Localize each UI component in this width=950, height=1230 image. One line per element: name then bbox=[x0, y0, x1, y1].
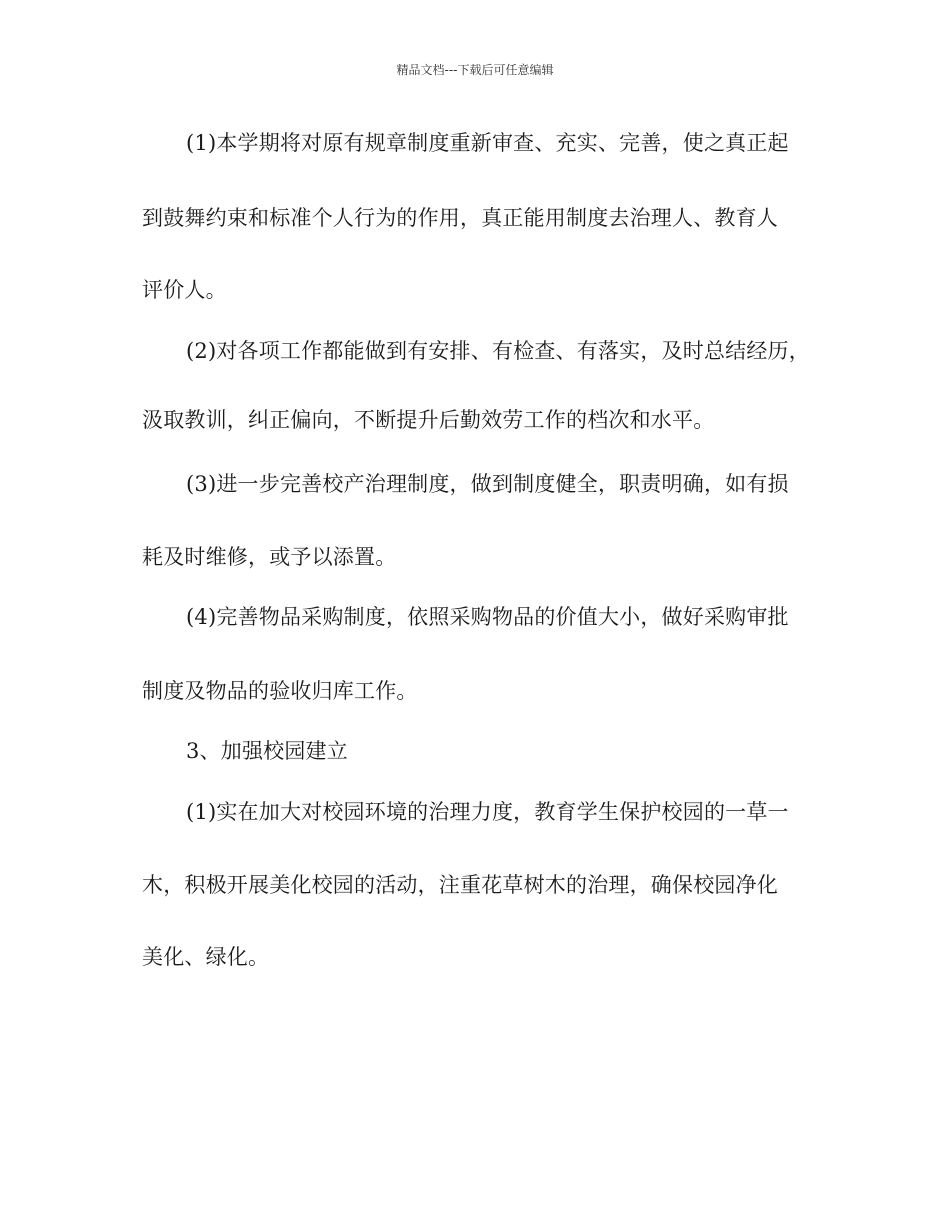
paragraph-1-line-1: (1)本学期将对原有规章制度重新审查、充实、完善，使之真正起 bbox=[186, 131, 789, 155]
paragraph-4-line-1: (4)完善物品采购制度，依照采购物品的价值大小，做好采购审批 bbox=[186, 605, 789, 629]
paragraph-5-line-3: 美化、绿化。 bbox=[142, 945, 270, 969]
paragraph-5-line-2: 木，积极开展美化校园的活动，注重花草树木的治理，确保校园净化 bbox=[142, 873, 778, 897]
paragraph-4-line-2: 制度及物品的验收归库工作。 bbox=[142, 679, 418, 703]
paragraph-2-line-2: 汲取教训，纠正偏向，不断提升后勤效劳工作的档次和水平。 bbox=[142, 408, 715, 432]
paragraph-3-line-2: 耗及时维修，或予以添置。 bbox=[142, 545, 397, 569]
paragraph-5-line-1: (1)实在加大对校园环境的治理力度，教育学生保护校园的一草一 bbox=[186, 800, 789, 824]
page-header: 精品文档---下载后可任意编辑 bbox=[396, 63, 554, 77]
paragraph-2-line-1: (2)对各项工作都能做到有安排、有检查、有落实，及时总结经历， bbox=[186, 339, 810, 363]
paragraph-1-line-2: 到鼓舞约束和标准个人行为的作用，真正能用制度去治理人、教育人 bbox=[142, 206, 778, 230]
section-heading: 3、加强校园建立 bbox=[186, 739, 348, 763]
paragraph-3-line-1: (3)进一步完善校产治理制度，做到制度健全，职责明确，如有损 bbox=[186, 472, 789, 496]
paragraph-1-line-3: 评价人。 bbox=[142, 278, 227, 302]
